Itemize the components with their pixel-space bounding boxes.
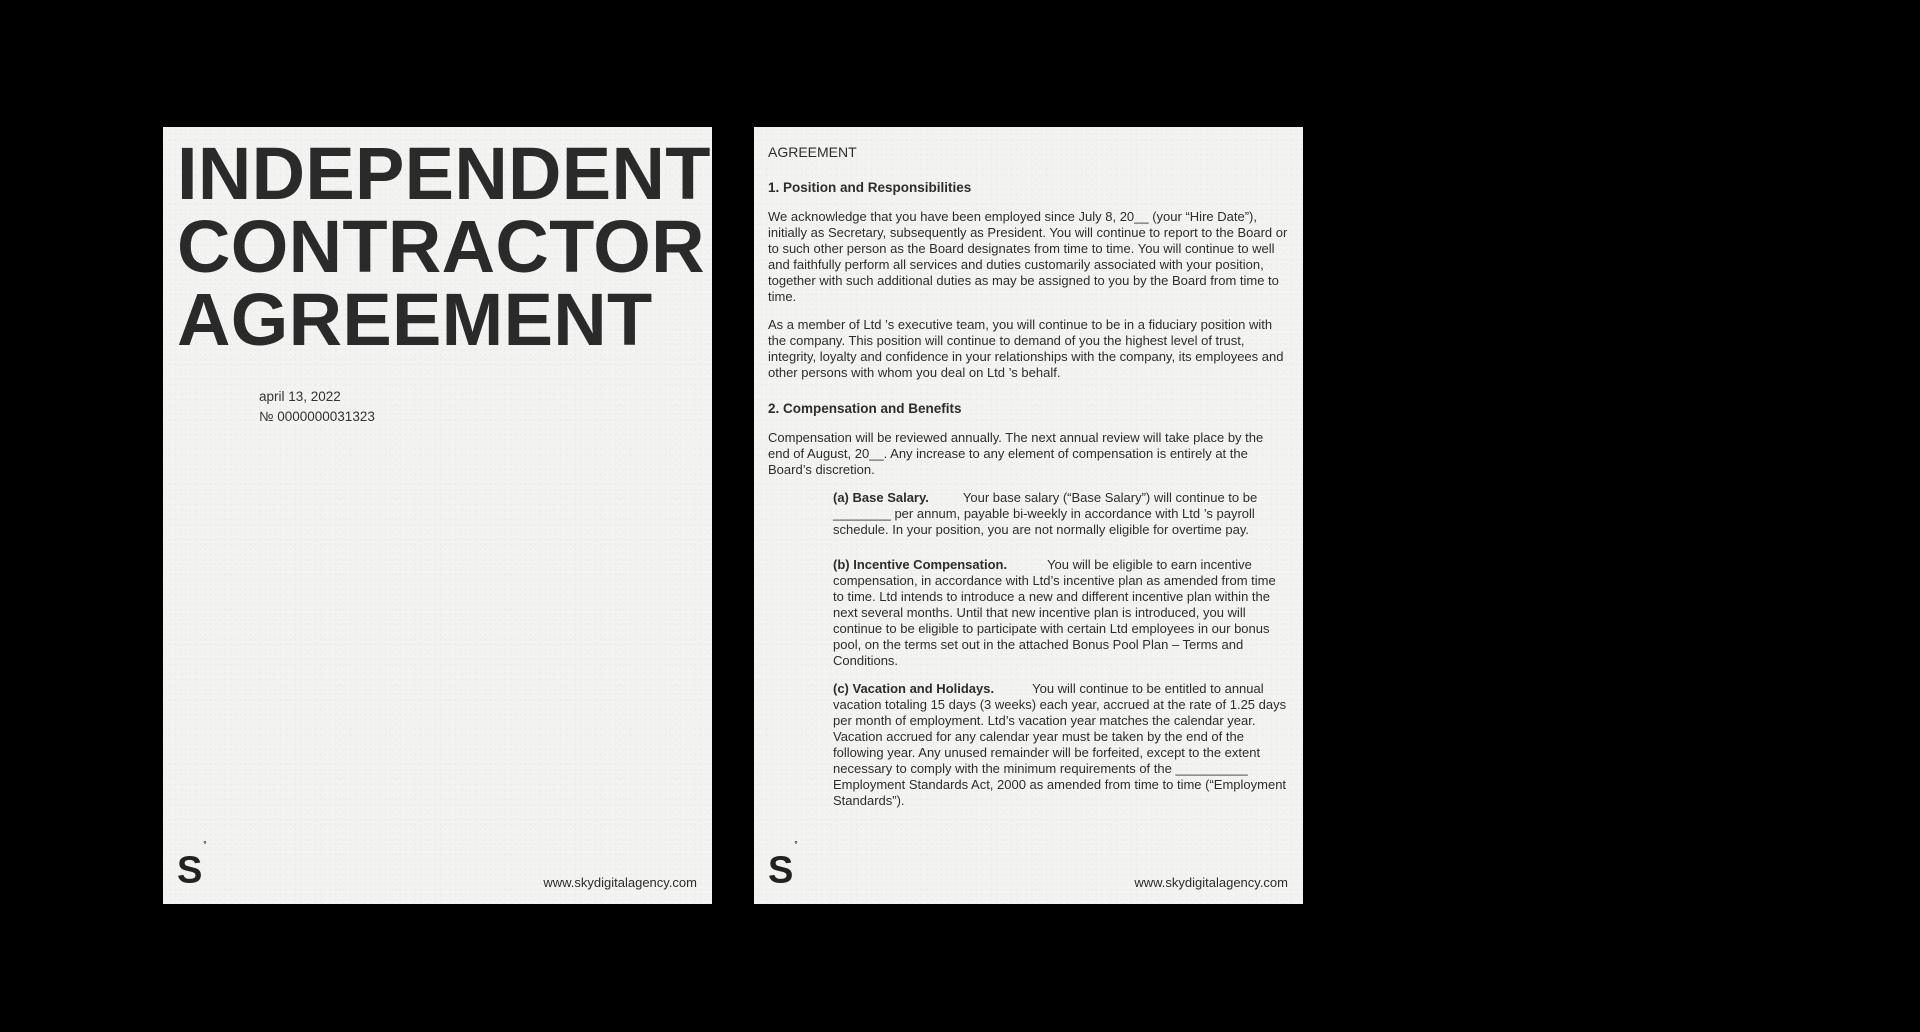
base-salary-clause [833,490,1288,538]
website-link[interactable]: www.skydigitalagency.com [1134,875,1288,890]
agency-logo [768,840,798,892]
clause-text: You will be eligible to earn incentive compensation, in accordance with Ltd’s incentive plan as amended from time to time. Ltd intends to introduce a new and different incentive plan within the next several months. Until that new incentive plan is introduced, you will continue to be eligible to participate with certain Ltd employees in our bonus pool, on the terms set out in the attached Bonus Pool Plan – Terms and Conditions. [833,557,1276,668]
logo-letter: S [177,850,203,892]
logo-mark: ° [794,840,798,850]
section-2-paragraph-1: Compensation will be reviewed annually. The next annual review will take place by the end of August, 20__. Any increase to any element of compensation is entirely at the Board’s discretion. [768,430,1264,477]
cover-title-line-2: CONTRACTOR [177,205,705,288]
section-1-paragraph-1: We acknowledge that you have been employed since July 8, 20__ (your “Hire Date”), initially as Secretary, subsequently as President. You will continue to report to the Board or to such other person as the Board designates from time to time. You will continue to well and faithfully perform all services and duties customarily associated with your position, together with such additional duties as may be assigned to you by the Board from time to time. [768,209,1288,304]
agency-logo [177,840,207,892]
section-1-heading: 1. Position and Responsibilities [768,180,972,195]
incentive-compensation-clause [833,557,1288,669]
cover-title-line-1: INDEPENDENT [177,132,711,215]
agreement-page [754,127,1303,904]
agreement-body [768,144,1288,821]
cover-title [177,132,711,361]
agreement-date: april 13, 2022 [259,389,341,404]
agreement-label: AGREEMENT [768,144,857,160]
logo-mark: ° [203,840,207,850]
section-1-paragraph-2: As a member of Ltd ’s executive team, you will continue to be in a fiduciary position with the company. This position will continue to demand of you the highest level of trust, integrity, loyalty and confidence in your relationships with the company, its employees and other persons with whom you deal on Ltd ’s behalf. [768,317,1284,380]
clause-text: Your base salary (“Base Salary”) will continue to be ________ per annum, payable bi-weekly in accordance with Ltd ’s payroll schedule. In your position, you are not normally eligible for overtime pay. [833,490,1258,537]
agreement-number: № 0000000031323 [259,409,375,424]
section-2-heading: 2. Compensation and Benefits [768,401,962,416]
cover-meta [259,387,375,427]
clause-title: (c) Vacation and Holidays. [833,681,995,696]
logo-letter: S [768,850,794,892]
clause-text: You will continue to be entitled to annual vacation totaling 15 days (3 weeks) each year, accrued at the rate of 1.25 days per month of employment. Ltd’s vacation year matches the calendar year. Vacation accrued for any calendar year must be taken by the end of the following year. Any unused remainder will be forfeited, except to the extent necessary to comply with the minimum requirements of the __________ Employment Standards Act, 2000 as amended from time to time (“Employment Standards”). [833,681,1287,808]
vacation-holidays-clause [833,681,1288,809]
clause-title: (b) Incentive Compensation. [833,557,1008,572]
clause-title: (a) Base Salary. [833,490,929,505]
website-link[interactable]: www.skydigitalagency.com [543,875,697,890]
cover-title-line-3: AGREEMENT [177,278,653,361]
cover-page [163,127,712,904]
